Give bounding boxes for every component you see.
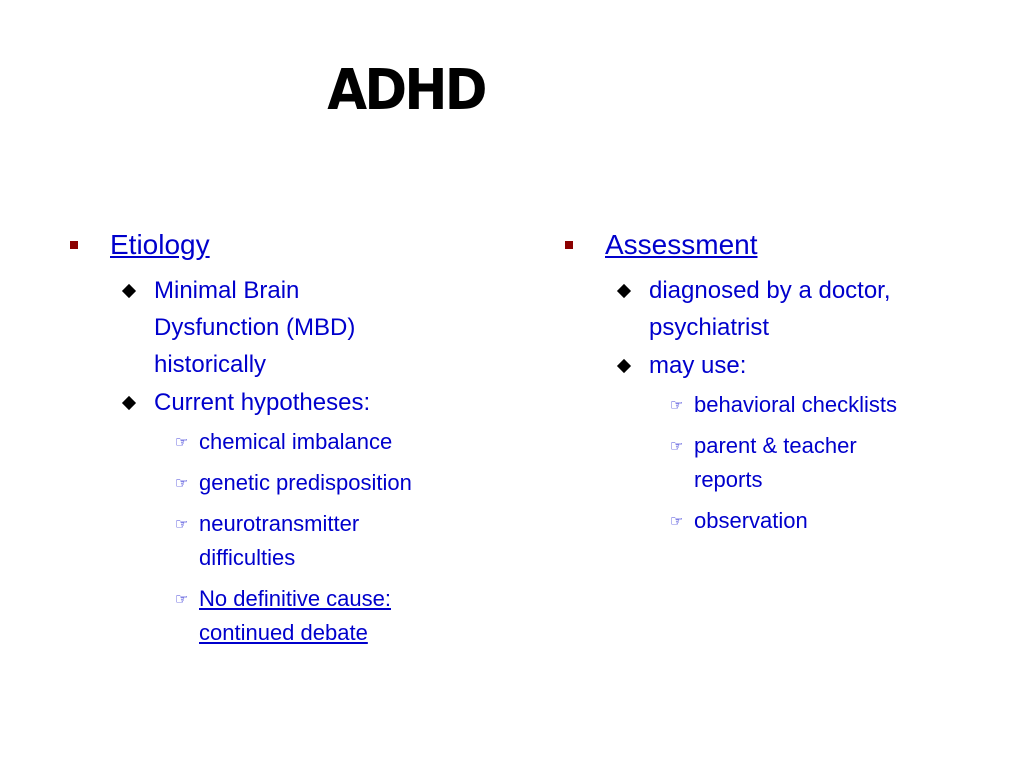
pointing-hand-icon: ☞	[670, 396, 684, 414]
continued-debate-link[interactable]: continued debate	[199, 620, 368, 645]
etiology-link[interactable]: Etiology	[110, 229, 210, 260]
list-item-line: genetic predisposition	[199, 470, 412, 495]
list-item	[175, 466, 490, 500]
pointing-hand-icon: ☞	[175, 515, 189, 533]
pointing-hand-icon: ☞	[175, 433, 189, 451]
pointing-hand-icon: ☞	[670, 512, 684, 530]
list-item	[649, 272, 995, 346]
list-item	[670, 504, 995, 538]
list-item-line: reports	[694, 467, 763, 492]
list-item-line: observation	[694, 508, 808, 533]
square-bullet-icon	[565, 241, 573, 249]
no-definitive-cause-link[interactable]: No definitive cause:	[199, 586, 391, 611]
list-item	[175, 425, 490, 459]
assessment-heading	[565, 228, 995, 262]
list-item-line: parent & teacher	[694, 433, 857, 458]
list-item-line: historically	[154, 351, 267, 378]
assessment-link[interactable]: Assessment	[605, 229, 758, 260]
list-item	[670, 429, 995, 497]
diamond-bullet-icon	[617, 359, 631, 373]
list-item-line: psychiatrist	[649, 314, 770, 341]
list-item-line: neurotransmitter	[199, 511, 360, 536]
etiology-heading	[70, 228, 490, 262]
list-item	[154, 272, 490, 383]
list-item	[154, 384, 490, 421]
list-item-line: behavioral checklists	[694, 392, 897, 417]
list-item-line: difficulties	[199, 545, 296, 570]
square-bullet-icon	[70, 241, 78, 249]
right-column	[565, 228, 995, 545]
list-item[interactable]	[175, 582, 490, 650]
pointing-hand-icon: ☞	[175, 590, 189, 608]
list-item-line: chemical imbalance	[199, 429, 393, 454]
diamond-bullet-icon	[122, 396, 136, 410]
list-item	[649, 347, 995, 384]
list-item	[175, 507, 490, 575]
pointing-hand-icon: ☞	[670, 437, 684, 455]
list-item-line: diagnosed by a doctor,	[649, 277, 891, 304]
list-item	[670, 388, 995, 422]
left-column	[70, 228, 490, 657]
pointing-hand-icon: ☞	[175, 474, 189, 492]
diamond-bullet-icon	[617, 284, 631, 298]
list-item-line: may use:	[649, 352, 747, 379]
slide-title: ADHD	[327, 58, 485, 123]
list-item-line: Current hypotheses:	[154, 389, 371, 416]
list-item-line: Dysfunction (MBD)	[154, 314, 356, 341]
list-item-line: Minimal Brain	[154, 277, 300, 304]
diamond-bullet-icon	[122, 284, 136, 298]
